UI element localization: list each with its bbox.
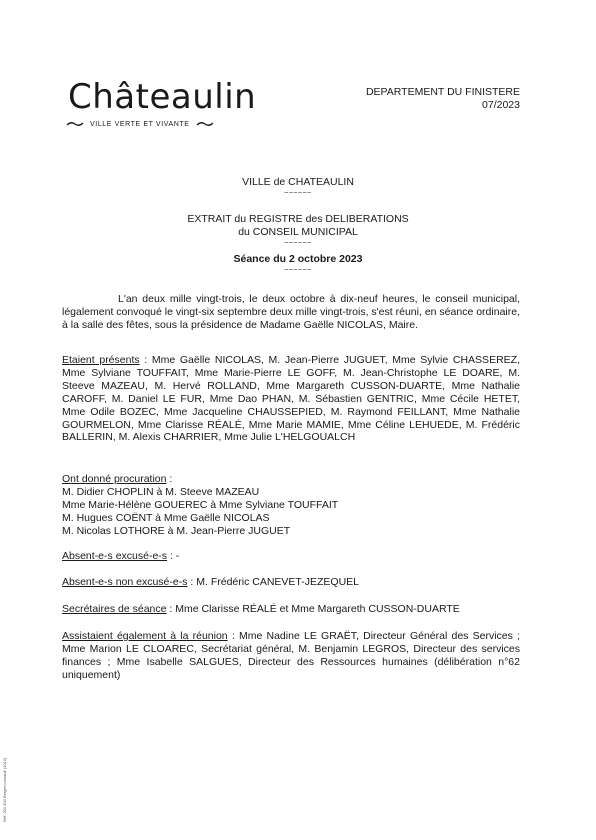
attending-label: Assistaient également à la réunion xyxy=(62,630,228,642)
logo-wordmark: Châteaulin xyxy=(68,77,257,117)
document-reference: 07/2023 xyxy=(482,99,520,111)
department-block xyxy=(366,86,520,112)
not-excused-label: Absent-e-s non excusé-e-s xyxy=(62,576,188,588)
proxies-label-suffix: : xyxy=(166,473,173,485)
logo-tagline: VILLE VERTE ET VIVANTE xyxy=(90,120,190,128)
wave-left-icon xyxy=(66,120,84,128)
form-reference-note: Réf. 201 503 Berger-Levrault (1012) xyxy=(2,757,7,822)
not-excused-section xyxy=(62,576,520,589)
not-excused-text: : M. Frédéric CANEVET-JEZEQUEL xyxy=(187,576,360,588)
excused-text: : - xyxy=(167,550,180,562)
proxies-label: Ont donné procuration xyxy=(62,473,167,485)
intro-paragraph: L'an deux mille vingt-trois, le deux octobre à dix-neuf heures, le conseil municipal, légalement convoqué le vingt-six septembre deux mille vingt-trois, s'est réuni, en séance ordinaire, à la salle des fêtes, sous la présidence de Madame Gaëlle NICOLAS, Maire. xyxy=(62,293,520,331)
present-label: Etaient présents xyxy=(62,354,140,366)
proxy-item: M. Nicolas LOTHORE à M. Jean-Pierre JUGUET xyxy=(62,524,291,537)
attending-text: : Mme Nadine LE GRAËT, Directeur Général des Services ; Mme Marion LE CLOAREC, Secrétariat général, M. Benjamin LEGROS, Directeur des services finances ; Mme Isabelle SALGUES, Directeur des Ressources humaines (délibération n°62 uniquement) xyxy=(62,630,521,681)
city-logo xyxy=(68,76,257,128)
attending-section xyxy=(62,630,520,682)
excused-section xyxy=(62,550,520,563)
proxy-item: Mme Marie-Hélène GOUEREC à Mme Sylviane TOUFFAIT xyxy=(62,498,339,511)
department-name: DEPARTEMENT DU FINISTERE xyxy=(365,86,520,98)
city-title: VILLE de CHATEAULIN xyxy=(242,176,354,188)
proxy-item: M. Hugues COËNT à Mme Gaëlle NICOLAS xyxy=(62,511,270,524)
excused-label: Absent-e-s excusé-e-s xyxy=(62,550,168,562)
proxies-section xyxy=(62,473,520,538)
logo-tagline-row xyxy=(66,120,228,128)
present-section xyxy=(62,354,520,444)
extract-title-line1: EXTRAIT du REGISTRE des DELIBERATIONS xyxy=(187,213,409,225)
separator: ~~~~~~ xyxy=(284,267,312,274)
secretaries-label: Secrétaires de séance xyxy=(62,603,167,615)
present-list: : Mme Gaëlle NICOLAS, M. Jean-Pierre JUGUET, Mme Sylvie CHASSEREZ, Mme Sylviane TOUFFAIT, Mme Marie-Pierre LE GOFF, M. Jean-Christophe LE DOARE, M. Steeve MAZEAU, M. Hervé ROLLAND, Mme Margareth CUSSON-DUARTE, Mme Nathalie CAROFF, M. Daniel LE FUR, Mme Dao PHAN, M. Sébastien GENTRIC, Mme Cécile HETET, Mme Odile BOZEC, Mme Jacqueline CHAUSSEPIED, M. Raymond FEILLANT, Mme Nathalie GOURMELON, Mme Clarisse RÉALÉ, Mme Marie MAMIE, Mme Céline LEHUEDE, M. Frédéric BALLERIN, M. Alexis CHARRIER, Mme Julie L'HELGOUALCH xyxy=(62,354,520,444)
separator: ~~~~~~ xyxy=(284,240,312,247)
secretaries-text: : Mme Clarisse RÉALÉ et Mme Margareth CUSSON-DUARTE xyxy=(166,603,460,615)
wave-right-icon xyxy=(196,120,214,128)
proxy-item: M. Didier CHOPLIN à M. Steeve MAZEAU xyxy=(62,485,260,498)
extract-title-line2: du CONSEIL MUNICIPAL xyxy=(238,226,358,238)
separator: ~~~~~~ xyxy=(284,190,312,197)
session-date: Séance du 2 octobre 2023 xyxy=(233,253,363,265)
secretaries-section xyxy=(62,603,520,616)
